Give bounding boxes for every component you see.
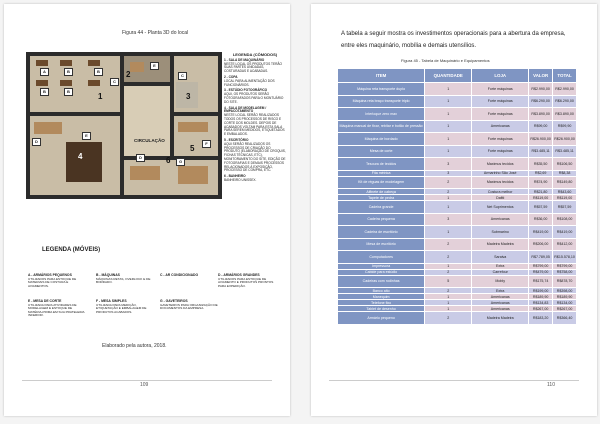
cell-item: Máquina reta transporte duplo — [338, 83, 425, 96]
cell-total: R$108,00 — [553, 213, 577, 226]
cell-quantity: 1 — [425, 294, 472, 300]
cell-total: R$43,60 — [553, 189, 577, 195]
cell-value: R$206,00 — [529, 238, 553, 251]
table-row — [338, 238, 577, 251]
cell-item: Cabide para estúdio — [338, 269, 425, 275]
header-total: TOTAL — [553, 69, 577, 83]
furniture-item: D - ARMÁRIOS GRANDES UTILIZADOS PARA ESTOQUE DE AVIAMENTO E PRODUTOS PRONTOS PARA EXPEDIÇÃO. — [218, 273, 274, 288]
cell-store: Net Suprimentos — [472, 201, 529, 214]
cell-total: R$6.290,00 — [553, 95, 577, 108]
cell-quantity: 5 — [425, 275, 472, 288]
cell-value: R$183,20 — [529, 312, 553, 325]
floor-plan-3d: A B B B B C E C D E D F G 1 2 3 4 5 6 CIRCULAÇÃO — [26, 52, 222, 199]
table-row — [338, 226, 577, 239]
table-row — [338, 83, 577, 96]
table-caption: Figura 45 - Tabela de Maquinário e Equipamentos — [401, 58, 490, 63]
cell-value: R$57,59 — [529, 201, 553, 214]
header-item: ITEM — [338, 69, 425, 83]
cell-value: R$26.900,00 — [529, 133, 553, 146]
cell-item: Computadores — [338, 251, 425, 264]
furniture-legend-title: LEGENDA (MÓVEIS) — [42, 247, 101, 253]
cell-item: Cadeiras com rodinhas — [338, 275, 425, 288]
cell-store: Mobly — [472, 275, 529, 288]
cell-total: R$57,59 — [553, 201, 577, 214]
cell-store: Forte máquinas — [472, 95, 529, 108]
cell-item: Tesoura de tecidos — [338, 158, 425, 171]
cell-value: R$7.789,05 — [529, 251, 553, 264]
cell-total: R$189,90 — [553, 294, 577, 300]
cell-total: R$3.485,11 — [553, 145, 577, 158]
furniture-item: A - ARMÁRIOS PEQUENOS UTILIZADOS PARA ESTOQUE DE MATERIAIS DE COSTURA E AVIAMENTOS. — [28, 273, 77, 288]
cell-value: R$419,00 — [529, 226, 553, 239]
table-row — [338, 275, 577, 288]
header-store: LOJA — [472, 69, 529, 83]
cell-item: Máquina reta braço transporte triplo — [338, 95, 425, 108]
table-row — [338, 158, 577, 171]
cell-total: R$419,00 — [553, 226, 577, 239]
cell-store: Dafiti — [472, 195, 529, 201]
cell-value: R$3.890,00 — [529, 108, 553, 121]
cell-total: R$758,00 — [553, 269, 577, 275]
cell-quantity: 1 — [425, 120, 472, 133]
cell-total: R$398,00 — [553, 288, 577, 294]
table-row — [338, 133, 577, 146]
cell-store: Forte máquinas — [472, 108, 529, 121]
cell-item: Telefone fixo — [338, 300, 425, 306]
cell-item: Fita métrica — [338, 170, 425, 176]
cell-total: R$106,50 — [553, 158, 577, 171]
cell-store: Saraiva — [472, 251, 529, 264]
cell-item: Cadeira grande — [338, 201, 425, 214]
cell-item: Mesa de corte — [338, 145, 425, 158]
cell-quantity: 2 — [425, 269, 472, 275]
furniture-item: G - GAVETEIROS GAVETEIROS PARA ORGANIZAÇÃO DE DOCUMENTOS DA EMPRESA. — [160, 299, 218, 311]
cell-quantity: 2 — [425, 312, 472, 325]
cell-store: Extra — [472, 288, 529, 294]
cell-total: R$134,00 — [553, 300, 577, 306]
cell-total: R$26.900,00 — [553, 133, 577, 146]
cell-total: R$267,00 — [553, 306, 577, 312]
cell-store: Costura melhor — [472, 189, 529, 195]
cell-item: Cadeira pequena — [338, 213, 425, 226]
table-row — [338, 251, 577, 264]
cell-item: Banco alto — [338, 288, 425, 294]
furniture-item: F - MESA SIMPLES UTILIZADA PARA MEDIÇÃO, ETIQUETAÇÃO E EMBALAGEM DE PRODUTOS ACABADOS. — [96, 299, 147, 314]
source-note: Elaborado pela autora, 2018. — [102, 343, 167, 349]
cell-quantity: 2 — [425, 288, 472, 294]
figure-caption: Figura 44 - Planta 3D do local — [122, 30, 189, 36]
cell-total: R$878,70 — [553, 275, 577, 288]
header-quantity: QUANTIDADE — [425, 69, 472, 83]
cell-store: Americanas — [472, 294, 529, 300]
table-row — [338, 108, 577, 121]
cell-item: Mesa de escritório — [338, 238, 425, 251]
cell-total: R$799,00 — [553, 263, 577, 269]
cell-total: R$8,38 — [553, 170, 577, 176]
table-row — [338, 201, 577, 214]
cell-item: Kit de réguas de modelagem — [338, 176, 425, 189]
cell-store: Armarinho São José — [472, 170, 529, 176]
table-row — [338, 95, 577, 108]
cell-quantity: 3 — [425, 170, 472, 176]
cell-value: R$74,90 — [529, 176, 553, 189]
header-value: VALOR — [529, 69, 553, 83]
cell-store: Americanas — [472, 306, 529, 312]
cell-value: R$2.990,00 — [529, 83, 553, 96]
cell-quantity: 2 — [425, 189, 472, 195]
cell-store: Maximus tecidos — [472, 158, 529, 171]
cell-store: Americanas — [472, 213, 529, 226]
cell-quantity: 1 — [425, 306, 472, 312]
cell-quantity: 1 — [425, 145, 472, 158]
cell-quantity: 1 — [425, 195, 472, 201]
cell-store: Extra — [472, 263, 529, 269]
cell-total: R$3.890,00 — [553, 108, 577, 121]
cell-total: R$412,00 — [553, 238, 577, 251]
cell-value: R$267,00 — [529, 306, 553, 312]
intro-paragraph: A tabela a seguir mostra os investimentos operacionais para a abertura da empresa, entre eles maquinário, mobília e demais utensílios. — [341, 31, 566, 49]
cell-value: R$134,83 — [529, 300, 553, 306]
right-page — [311, 4, 597, 416]
cell-quantity: 1 — [425, 300, 472, 306]
cell-store: Madeira Madeira — [472, 312, 529, 325]
table-header-row — [338, 69, 577, 83]
cell-item: Manequim — [338, 294, 425, 300]
cell-value: R$99,00 — [529, 120, 553, 133]
cell-value: R$21,80 — [529, 189, 553, 195]
cell-store: Forte máquinas — [472, 83, 529, 96]
cell-item: Impressora — [338, 263, 425, 269]
cell-store: Americanas — [472, 120, 529, 133]
table-row — [338, 312, 577, 325]
cell-quantity: 2 — [425, 238, 472, 251]
cell-total: R$119,00 — [553, 195, 577, 201]
furniture-item: C - AR CONDICIONADO — [160, 273, 199, 277]
cell-value: R$119,00 — [529, 195, 553, 201]
cell-store: Submarino — [472, 226, 529, 239]
furniture-item: B - MÁQUINAS MÁQUINAS RETAS, OVERLOCK E DE BORDADO. — [96, 273, 151, 285]
cell-value: R$175,74 — [529, 275, 553, 288]
cell-store: Americanas — [472, 300, 529, 306]
cell-value: R$199,00 — [529, 288, 553, 294]
cell-item: Cadeira de escritório — [338, 226, 425, 239]
table-row — [338, 213, 577, 226]
cell-store: Maximus tecidos — [472, 176, 529, 189]
cell-value: R$6.290,00 — [529, 95, 553, 108]
cell-total: R$149,80 — [553, 176, 577, 189]
cell-store: Carrefour — [472, 269, 529, 275]
cell-value: R$189,90 — [529, 294, 553, 300]
cell-quantity: 3 — [425, 158, 472, 171]
cell-store: Forte máquinas — [472, 133, 529, 146]
cell-quantity: 3 — [425, 213, 472, 226]
cell-quantity: 1 — [425, 108, 472, 121]
table-row — [338, 120, 577, 133]
cell-value: R$2,69 — [529, 170, 553, 176]
cell-value: R$35,50 — [529, 158, 553, 171]
cell-item: Armário pequeno — [338, 312, 425, 325]
cell-item: Alfinete de cabeça — [338, 189, 425, 195]
cell-quantity: 1 — [425, 201, 472, 214]
cell-value: R$36,00 — [529, 213, 553, 226]
table-row — [338, 176, 577, 189]
cell-item: Máquina de bordado — [338, 133, 425, 146]
cell-quantity: 2 — [425, 176, 472, 189]
room-legend: LEGENDA (CÔMODOS) 1 - SALA DE MAQUINÁRIO NESTE LOCAL OS PRODUTOS TERÃO SUAS PARTES UNIDADAS, COSTURADAS E ACABADAS. 2 - COPA LOCAL PARA ALIMENTAÇÃO DOS FUNCIONÁRIOS. 3 - ESTÚDIO FOTOGRÁFICO AQUI, OS PRODUTOS SERÃO FOTOGRAFADOS PARA O MONTUÁRIO DO SITE. 4 - SALA DE MODELAGEM / EMPACOTAMENTO NESTE LOCAL SERÃO REALIZADOS TODOS OS PROCESSOS DE RISCO E CORTE DOS MOLDES. DEPOIS DE ACABADOS VOLTAM PARA ESTA SALA PARA SEREM MEDIDOS, ETIQUETADOS E EMBALADOS. 5 - ESCRITÓRIO AQUI SERÃO REALIZADOS OS PROCESSOS DE CRIAÇÃO DO PRODUTO (ELABORAÇÃO DE CROQUIS, FICHAS TÉCNICAS, ETC), MONITORAMENTO DO SITE, EDIÇÃO DE FOTOGRAFIAS E DEMAIS PROCESSOS RELACIONADOS À EXPOSIÇÃO, PROCESSO DE COMPRA, ETC. 6 - BANHEIRO BANHEIRO UNISSEX. — [224, 52, 286, 182]
table-row — [338, 145, 577, 158]
furniture-item: E - MESA DE CORTE UTILIZADA PARA ATIVIDADES DE MODELAGEM E ESTOQUE DE MATÉRIA-PRIMA EM SUA PRATELEIRA INFERIOR. — [28, 299, 85, 318]
cell-item: Tablet de desenho — [338, 306, 425, 312]
left-page — [4, 4, 290, 416]
cell-quantity: 1 — [425, 263, 472, 269]
cell-total: R$366,40 — [553, 312, 577, 325]
cell-value: R$479,00 — [529, 269, 553, 275]
cell-quantity: 1 — [425, 95, 472, 108]
cell-quantity: 1 — [425, 226, 472, 239]
cell-store: Forte máquinas — [472, 145, 529, 158]
cell-quantity: 1 — [425, 83, 472, 96]
circulation-label: CIRCULAÇÃO — [134, 138, 165, 143]
cell-item: Tapete de pedra — [338, 195, 425, 201]
cell-total: R$2.990,00 — [553, 83, 577, 96]
cell-value: R$799,00 — [529, 263, 553, 269]
cell-total: R$99,90 — [553, 120, 577, 133]
cell-quantity: 2 — [425, 251, 472, 264]
cell-item: Máquina manual de fixar, rebitar e botão de pressão — [338, 120, 425, 133]
cell-quantity: 1 — [425, 133, 472, 146]
cell-item: Interloque zero max — [338, 108, 425, 121]
cell-total: R$15.578,10 — [553, 251, 577, 264]
page-number: 110 — [547, 382, 555, 388]
cell-value: R$3.485,11 — [529, 145, 553, 158]
page-number: 109 — [140, 382, 149, 388]
cell-store: Madeira Madeira — [472, 238, 529, 251]
equipment-table — [337, 68, 577, 325]
